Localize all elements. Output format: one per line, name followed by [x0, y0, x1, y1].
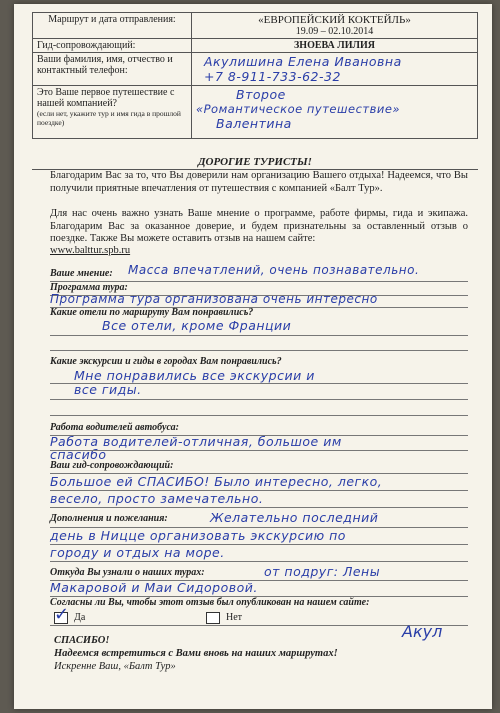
publish-label: Согласны ли Вы, чтобы этот отзыв был опубликован на нашем сайте:: [50, 597, 370, 608]
excursions-answer-1: Мне понравились все экскурсии и: [74, 368, 315, 383]
excursions-rule-1: [50, 383, 468, 384]
intro-paragraph-1: Благодарим Вас за то, что Вы доверили нам организацию Вашего отдыха! Надеемся, что Вы получили приятные впечатления от путешествия с компанией «Балт Тур».: [50, 170, 468, 194]
contact-phone: +7 8-911-733-62-32: [204, 69, 341, 84]
drivers-rule-2: [50, 450, 468, 451]
wishes-rule-3: [50, 561, 468, 562]
hotels-rule-1: [50, 335, 468, 336]
excursions-rule-3: [50, 415, 468, 416]
contact-cell[interactable]: [192, 53, 478, 86]
wishes-answer-3: городу и отдых на море.: [50, 545, 225, 560]
route-label: Маршрут и дата отправления:: [33, 13, 192, 39]
wishes-answer-1: Желательно последний: [210, 510, 379, 525]
footer-block: [54, 634, 338, 673]
header-table: [32, 12, 478, 139]
guide-label: Гид-сопровождающий:: [33, 39, 192, 53]
guide-rule-3: [50, 507, 468, 508]
guide-rule-2: [50, 490, 468, 491]
guide-name: ЗНОЕВА ЛИЛИЯ: [192, 39, 478, 53]
hotels-answer: Все отели, кроме Франции: [102, 318, 292, 333]
guide-answer-1: Большое ей СПАСИБО! Было интересно, легко,: [50, 474, 383, 489]
first-trip-answer-2: «Романтическое путешествие»: [196, 102, 401, 116]
feedback-form-sheet: [14, 4, 492, 709]
no-checkbox[interactable]: [206, 612, 220, 624]
contact-label: Ваши фамилия, имя, отчество и контактный телефон:: [33, 53, 192, 86]
yes-label: Да: [74, 612, 86, 623]
tour-cell: [192, 13, 478, 39]
footer-sincerely: Искренне Ваш, «Балт Тур»: [54, 661, 176, 672]
footer-thanks: СПАСИБО!: [54, 635, 110, 646]
first-trip-label: Это Ваше первое путешествие с нашей компанией?: [37, 87, 175, 109]
website-link[interactable]: www.balttur.spb.ru: [50, 245, 131, 256]
hotels-label: Какие отели по маршруту Вам понравились?: [50, 307, 254, 318]
first-trip-answer-cell[interactable]: [192, 86, 478, 139]
first-trip-answer-1: Второе: [236, 87, 286, 102]
intro-paragraph-2: Для нас очень важно узнать Ваше мнение о программе, работе фирмы, гида и экипажа. Благодарим Вас за оказанное доверие, и будем признательны за оставленный отзыв о поездке. Также Вы можете оставить отзыв на нашем сайте:: [50, 208, 468, 244]
guide-question-label: Ваш гид-сопровождающий:: [50, 460, 174, 471]
signature: Акул: [402, 622, 443, 641]
program-label: Программа тура:: [50, 282, 128, 293]
footer-hope: Надеемся встретиться с Вами вновь на наших маршрутах!: [54, 648, 338, 659]
excursions-rule-2: [50, 399, 468, 400]
drivers-label: Работа водителей автобуса:: [50, 422, 179, 433]
excursions-label: Какие экскурсии и гиды в городах Вам понравились?: [50, 356, 282, 367]
dear-tourists-title: ДОРОГИЕ ТУРИСТЫ!: [32, 156, 478, 170]
first-trip-cell: [33, 86, 192, 139]
opinion-answer: Масса впечатлений, очень познавательно.: [128, 263, 420, 277]
no-label: Нет: [226, 612, 243, 623]
contact-name: Акулишина Елена Ивановна: [204, 54, 402, 69]
opinion-label: Ваше мнение:: [50, 268, 113, 279]
drivers-answer-1: Работа водителей-отличная, большое им: [50, 434, 342, 449]
hotels-rule-2: [50, 350, 468, 351]
first-trip-answer-3: Валентина: [216, 116, 292, 131]
guide-answer-2: весело, просто замечательно.: [50, 491, 264, 506]
tour-dates: 19.09 – 02.10.2014: [295, 26, 374, 37]
drivers-answer-2: спасибо: [50, 447, 107, 462]
check-mark-icon: ✓: [54, 604, 70, 625]
tour-name: «ЕВРОПЕЙСКИЙ КОКТЕЙЛЬ»: [258, 14, 411, 26]
wishes-answer-2: день в Ницце организовать экскурсию по: [50, 528, 346, 543]
first-trip-note: (если нет, укажите тур и имя гида в прошлой поездке): [37, 109, 181, 127]
wishes-label: Дополнения и пожелания:: [50, 513, 168, 524]
source-answer-1: от подруг: Лены: [264, 564, 381, 579]
excursions-answer-2: все гиды.: [74, 382, 142, 397]
program-answer: Программа тура организована очень интересно: [50, 292, 378, 306]
source-label: Откуда Вы узнали о наших турах:: [50, 567, 205, 578]
source-answer-2: Макаровой и Маи Сидоровой.: [50, 580, 258, 595]
